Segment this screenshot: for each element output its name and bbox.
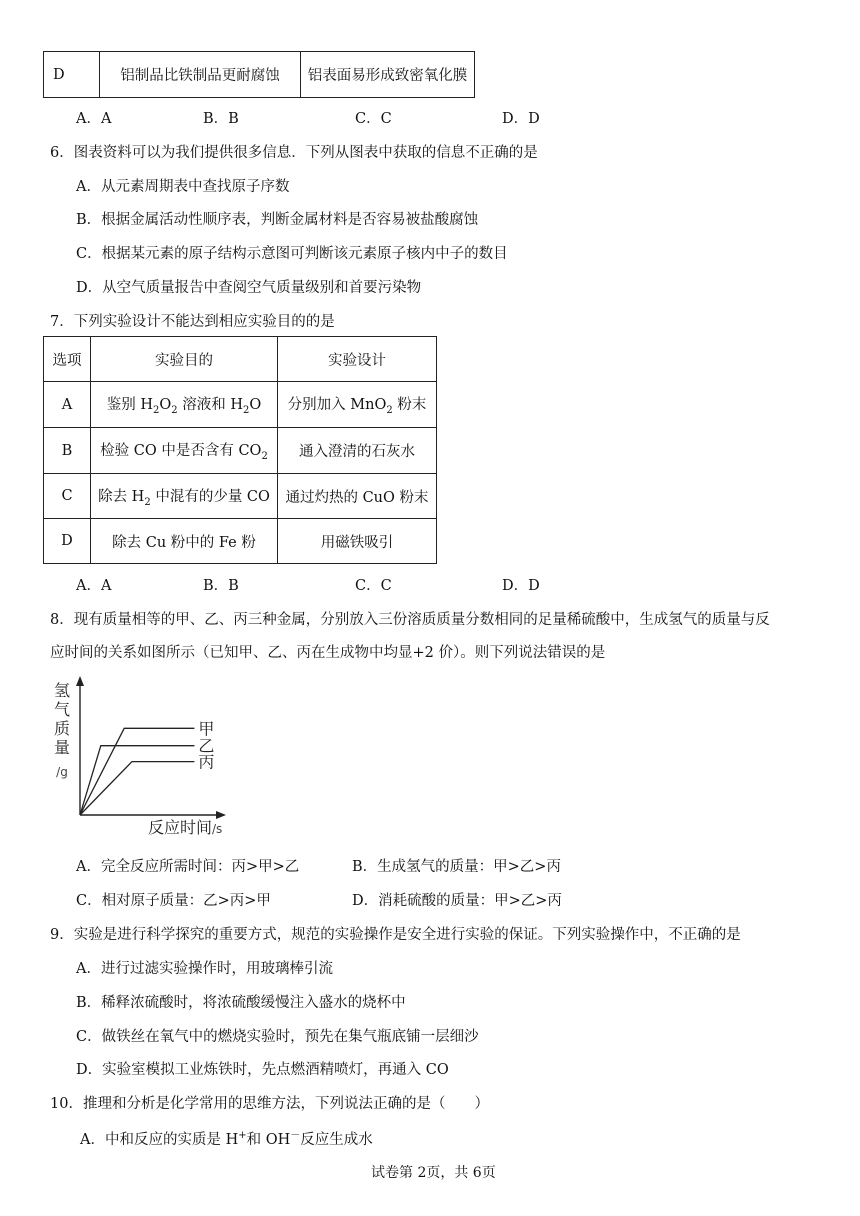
q10-stem: 10．推理和分析是化学常用的思维方法，下列说法正确的是（ ）	[50, 1096, 489, 1112]
q7-choice-c[interactable]: C．C	[355, 578, 392, 594]
q5-choice-b[interactable]: B．B	[203, 111, 239, 127]
q8-option-c[interactable]: C．相对原子质量：乙>丙>甲	[76, 893, 271, 909]
q6-option-c[interactable]: C．根据某元素的原子结构示意图可判断该元素原子核内中子的数目	[76, 246, 508, 262]
series-line-1	[80, 728, 194, 815]
x-axis-label: 反应时间	[148, 818, 213, 837]
q5-table	[43, 51, 475, 98]
q7-choice-a[interactable]: A．A	[76, 578, 112, 594]
q7-row-c-design: 通过灼热的 CuO 粉末	[278, 474, 437, 519]
q7-row-a-purpose: 鉴别 $H_2O_2$ 溶液和 $H_2O$	[91, 382, 278, 428]
q10-option-a[interactable]: A．中和反应的实质是 H+和 OH－反应生成水	[80, 1130, 373, 1148]
q7-row-b-option: B	[44, 428, 91, 474]
q5-choice-c[interactable]: C．C	[355, 111, 392, 127]
q8-option-b[interactable]: B．生成氢气的质量：甲>乙>丙	[352, 859, 561, 875]
y-axis-unit: /g	[56, 765, 68, 779]
y-axis-label-char: 气	[53, 700, 71, 719]
q5-row-explanation: 铝表面易形成致密氧化膜	[301, 52, 475, 98]
q7-row-a-design: 分别加入 MnO$_2$ 粉末	[278, 382, 437, 428]
q7-row-b-design: 通入澄清的石灰水	[278, 428, 437, 474]
q9-option-b[interactable]: B．稀释浓硫酸时，将浓硫酸缓慢注入盛水的烧杯中	[76, 995, 406, 1011]
q8-chart	[40, 672, 240, 842]
q7-row-a-option: A	[44, 382, 91, 428]
q9-stem: 9．实验是进行科学探究的重要方式，规范的实验操作是安全进行实验的保证。下列实验操作中，不正确的是	[50, 927, 741, 943]
q7-row-d-design: 用磁铁吸引	[278, 519, 437, 564]
series-label-3: 丙	[198, 752, 215, 772]
page-footer: 试卷第 2页，共 6页	[371, 1165, 496, 1181]
q5-row-fact: 铝制品比铁制品更耐腐蚀	[100, 52, 301, 98]
y-axis-label-char: 氢	[53, 681, 71, 700]
q7-header-purpose: 实验目的	[91, 337, 278, 382]
x-axis-arrow	[216, 811, 226, 819]
q7-row-b-purpose: 检验 CO 中是否含有 $CO_2$	[91, 428, 278, 474]
q9-option-c[interactable]: C．做铁丝在氧气中的燃烧实验时，预先在集气瓶底铺一层细沙	[76, 1029, 479, 1045]
q6-option-a[interactable]: A．从元素周期表中查找原子序数	[76, 179, 290, 195]
q5-choice-d[interactable]: D．D	[502, 111, 540, 127]
q8-stem-line1: 8．现有质量相等的甲、乙、丙三种金属，分别放入三份溶质质量分数相同的足量稀硫酸中，生成氢气的质量与反	[50, 612, 770, 628]
q7-header-option: 选项	[44, 337, 91, 382]
q9-option-a[interactable]: A．进行过滤实验操作时，用玻璃棒引流	[76, 961, 333, 977]
q7-row-d-purpose: 除去 Cu 粉中的 Fe 粉	[91, 519, 278, 564]
q7-row-d-option: D	[44, 519, 91, 564]
y-axis-arrow	[76, 676, 84, 686]
series-line-3	[80, 762, 194, 815]
q6-stem: 6．图表资料可以为我们提供很多信息．下列从图表中获取的信息不正确的是	[50, 145, 538, 161]
q6-option-d[interactable]: D．从空气质量报告中查阅空气质量级别和首要污染物	[76, 280, 422, 296]
q8-option-d[interactable]: D．消耗硫酸的质量：甲>乙>丙	[352, 893, 562, 909]
q9-option-d[interactable]: D．实验室模拟工业炼铁时，先点燃酒精喷灯，再通入 CO	[76, 1062, 449, 1078]
q7-choice-b[interactable]: B．B	[203, 578, 239, 594]
q7-header-design: 实验设计	[278, 337, 437, 382]
series-label-2: 乙	[198, 736, 215, 756]
q7-stem: 7．下列实验设计不能达到相应实验目的的是	[50, 314, 335, 330]
q6-option-b[interactable]: B．根据金属活动性顺序表，判断金属材料是否容易被盐酸腐蚀	[76, 212, 479, 228]
y-axis-label-char: 质	[53, 719, 71, 738]
q8-option-a[interactable]: A．完全反应所需时间：丙>甲>乙	[76, 859, 300, 875]
q8-stem-line2: 应时间的关系如图所示（已知甲、乙、丙在生成物中均显+2 价）。则下列说法错误的是	[50, 645, 606, 661]
q5-choice-a[interactable]: A．A	[76, 111, 112, 127]
q7-choice-d[interactable]: D．D	[502, 578, 540, 594]
q7-row-c-option: C	[44, 474, 91, 519]
y-axis-label-char: 量	[53, 738, 71, 757]
q7-row-c-purpose: 除去 $H_2$ 中混有的少量 CO	[91, 474, 278, 519]
q7-table	[43, 336, 437, 564]
q5-row-option: D	[44, 52, 100, 98]
series-label-1: 甲	[198, 719, 215, 739]
x-axis-unit: /s	[212, 822, 223, 836]
